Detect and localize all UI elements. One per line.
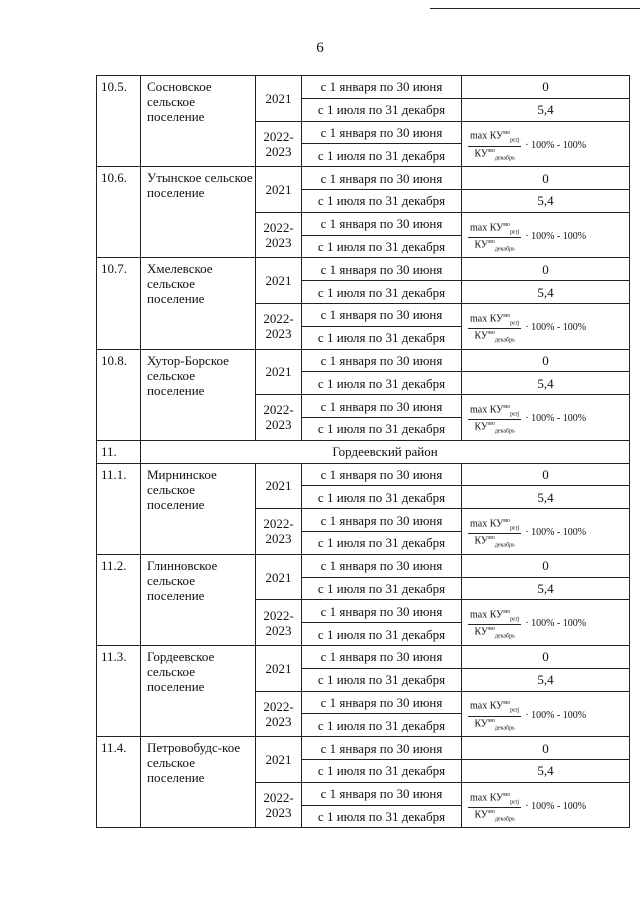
value-cell: 0 [462, 554, 630, 577]
table-row [97, 645, 630, 668]
row-number: 11.4. [97, 737, 141, 828]
period-cell: с 1 января по 30 июня [302, 645, 462, 668]
period-cell: с 1 июля по 31 декабря [302, 805, 462, 828]
year-cell: 2021 [256, 463, 302, 509]
period-cell: с 1 июля по 31 декабря [302, 281, 462, 304]
table-row [97, 349, 630, 372]
settlement-name: Хмелевское сельское поселение [141, 258, 256, 349]
ratio-formula: $\frac{\max КУ^{мо}_{p\varepsilon rj}}{КУ^{мо}_{декабрь}}$ · 100% - 100% [470, 517, 587, 549]
year-cell: 2022-2023 [256, 509, 302, 555]
value-cell: 5,4 [462, 372, 630, 395]
value-cell: 0 [462, 463, 630, 486]
period-cell: с 1 января по 30 июня [302, 121, 462, 144]
settlement-name: Сосновское сельское поселение [141, 76, 256, 167]
formula-cell [462, 395, 630, 441]
period-cell: с 1 января по 30 июня [302, 691, 462, 714]
value-cell: 5,4 [462, 668, 630, 691]
value-cell: 0 [462, 258, 630, 281]
period-cell: с 1 января по 30 июня [302, 395, 462, 418]
formula-cell [462, 600, 630, 646]
value-cell: 5,4 [462, 98, 630, 121]
ratio-formula: $\frac{\max КУ^{мо}_{p\varepsilon rj}}{КУ^{мо}_{декабрь}}$ · 100% - 100% [470, 221, 587, 253]
ratio-formula: $\frac{\max КУ^{мо}_{p\varepsilon rj}}{КУ^{мо}_{декабрь}}$ · 100% - 100% [470, 403, 587, 435]
formula-cell [462, 509, 630, 555]
period-cell: с 1 июля по 31 декабря [302, 98, 462, 121]
ratio-formula: $\frac{\max КУ^{мо}_{p\varepsilon rj}}{КУ^{мо}_{декабрь}}$ · 100% - 100% [470, 609, 587, 640]
period-cell: с 1 января по 30 июня [302, 303, 462, 326]
formula-cell [462, 691, 630, 737]
value-cell: 5,4 [462, 759, 630, 782]
period-cell: с 1 июля по 31 декабря [302, 189, 462, 212]
table-row [97, 76, 630, 99]
top-rule [430, 8, 640, 9]
settlement-name: Глинновское сельское поселение [141, 554, 256, 645]
year-cell: 2021 [256, 258, 302, 304]
region-name: Гордеевский район [141, 440, 630, 463]
row-number: 11.1. [97, 463, 141, 554]
table-row [97, 167, 630, 190]
period-cell: с 1 января по 30 июня [302, 463, 462, 486]
year-cell: 2021 [256, 737, 302, 783]
value-cell: 5,4 [462, 189, 630, 212]
row-number: 10.8. [97, 349, 141, 440]
period-cell: с 1 июля по 31 декабря [302, 714, 462, 737]
row-number: 10.5. [97, 76, 141, 167]
ratio-formula: $\frac{\max КУ^{мо}_{p\varepsilon rj}}{КУ^{мо}_{декабрь}}$ · 100% - 100% [470, 791, 587, 823]
period-cell: с 1 июля по 31 декабря [302, 235, 462, 258]
period-cell: с 1 июля по 31 декабря [302, 623, 462, 646]
year-cell: 2022-2023 [256, 121, 302, 167]
period-cell: с 1 января по 30 июня [302, 212, 462, 235]
row-number: 11.2. [97, 554, 141, 645]
period-cell: с 1 января по 30 июня [302, 782, 462, 805]
year-cell: 2022-2023 [256, 395, 302, 441]
period-cell: с 1 января по 30 июня [302, 349, 462, 372]
period-cell: с 1 июля по 31 декабря [302, 486, 462, 509]
value-cell: 0 [462, 645, 630, 668]
row-number: 10.6. [97, 167, 141, 258]
formula-cell [462, 121, 630, 167]
row-number: 11.3. [97, 645, 141, 736]
value-cell: 0 [462, 76, 630, 99]
period-cell: с 1 января по 30 июня [302, 737, 462, 760]
row-number: 10.7. [97, 258, 141, 349]
year-cell: 2022-2023 [256, 303, 302, 349]
period-cell: с 1 июля по 31 декабря [302, 531, 462, 554]
value-cell: 0 [462, 737, 630, 760]
year-cell: 2021 [256, 349, 302, 395]
period-cell: с 1 января по 30 июня [302, 167, 462, 190]
year-cell: 2021 [256, 645, 302, 691]
table-row [97, 554, 630, 577]
year-cell: 2022-2023 [256, 782, 302, 828]
period-cell: с 1 июля по 31 декабря [302, 759, 462, 782]
value-cell: 5,4 [462, 577, 630, 600]
year-cell: 2021 [256, 76, 302, 122]
table-row [97, 258, 630, 281]
period-cell: с 1 января по 30 июня [302, 76, 462, 99]
year-cell: 2022-2023 [256, 600, 302, 646]
settlement-name: Утынское сельское поселение [141, 167, 256, 258]
period-cell: с 1 января по 30 июня [302, 554, 462, 577]
period-cell: с 1 июля по 31 декабря [302, 372, 462, 395]
period-cell: с 1 июля по 31 декабря [302, 417, 462, 440]
period-cell: с 1 января по 30 июня [302, 509, 462, 532]
settlement-name: Хутор-Борское сельское поселение [141, 349, 256, 440]
ratio-formula: $\frac{\max КУ^{мо}_{p\varepsilon rj}}{КУ^{мо}_{декабрь}}$ · 100% - 100% [470, 130, 587, 162]
period-cell: с 1 января по 30 июня [302, 258, 462, 281]
value-cell: 5,4 [462, 281, 630, 304]
period-cell: с 1 июля по 31 декабря [302, 144, 462, 167]
settlement-name: Мирнинское сельское поселение [141, 463, 256, 554]
table-row [97, 737, 630, 760]
formula-cell [462, 303, 630, 349]
period-cell: с 1 июля по 31 декабря [302, 326, 462, 349]
year-cell: 2021 [256, 167, 302, 213]
year-cell: 2022-2023 [256, 212, 302, 258]
table-row [97, 463, 630, 486]
period-cell: с 1 июля по 31 декабря [302, 668, 462, 691]
settlement-name: Петровобудс-кое сельское поселение [141, 737, 256, 828]
period-cell: с 1 июля по 31 декабря [302, 577, 462, 600]
ratio-formula: $\frac{\max КУ^{мо}_{p\varepsilon rj}}{КУ^{мо}_{декабрь}}$ · 100% - 100% [470, 700, 587, 731]
region-row [97, 440, 630, 463]
value-cell: 0 [462, 167, 630, 190]
page-number: 6 [316, 40, 324, 56]
settlement-name: Гордеевское сельское поселение [141, 645, 256, 736]
tariff-table [96, 75, 630, 828]
formula-cell [462, 212, 630, 258]
formula-cell [462, 782, 630, 828]
value-cell: 0 [462, 349, 630, 372]
ratio-formula: $\frac{\max КУ^{мо}_{p\varepsilon rj}}{КУ^{мо}_{декабрь}}$ · 100% - 100% [470, 312, 587, 344]
value-cell: 5,4 [462, 486, 630, 509]
year-cell: 2022-2023 [256, 691, 302, 737]
year-cell: 2021 [256, 554, 302, 600]
period-cell: с 1 января по 30 июня [302, 600, 462, 623]
region-number: 11. [97, 440, 141, 463]
